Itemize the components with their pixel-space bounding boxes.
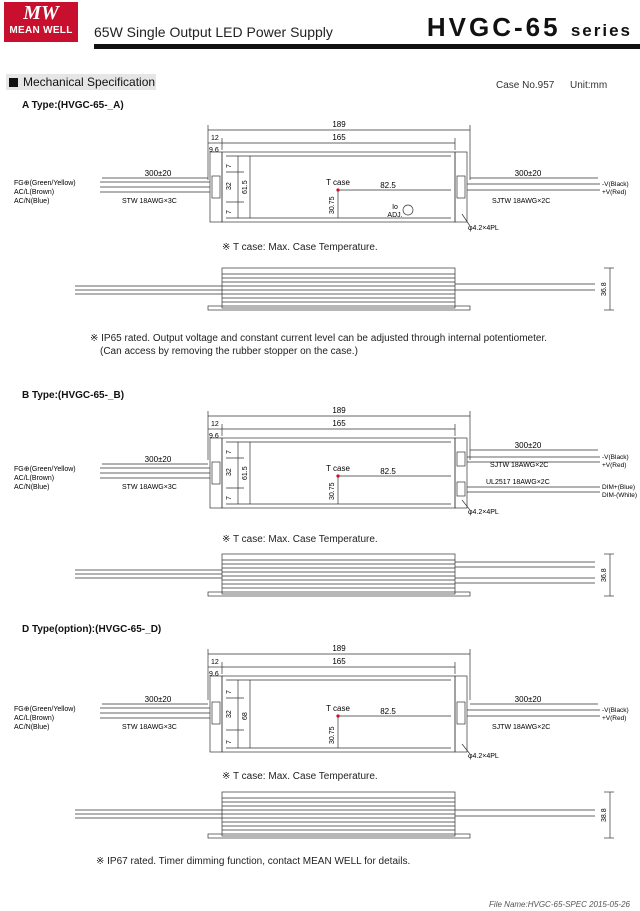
dim-7-b: 7 <box>226 210 233 214</box>
logo-symbol: MW <box>23 2 59 24</box>
type-b-top-view <box>0 400 640 530</box>
type-d-side-view <box>0 786 640 846</box>
dim-height: 61.5 <box>242 180 249 194</box>
file-name: File Name:HVGC-65-SPEC 2015-05-26 <box>489 900 630 909</box>
dim-12: 12 <box>211 135 219 142</box>
hole-label: φ4.2×4PL <box>468 225 499 232</box>
left-length: 300±20 <box>144 695 172 704</box>
acl-wire-label: AC/L(Brown) <box>14 715 55 722</box>
right-length: 300±20 <box>514 169 542 178</box>
vpos-wire-label: +V(Red) <box>602 189 627 196</box>
type-d-tcase-note: ※ T case: Max. Case Temperature. <box>222 771 378 782</box>
header-rule <box>94 44 640 49</box>
dim-body: 165 <box>332 133 346 142</box>
section-heading <box>6 74 156 90</box>
io-label: Io <box>392 204 398 211</box>
left-length: 300±20 <box>144 455 172 464</box>
type-a-note-2: (Can access by removing the rubber stopper on the case.) <box>100 346 358 357</box>
type-b-label: B Type:(HVGC-65-_B) <box>22 390 125 401</box>
side-height: 36.8 <box>601 568 608 582</box>
left-cable-label: STW 18AWG×3C <box>122 724 177 731</box>
meanwell-logo <box>4 2 78 42</box>
dim-7-a: 7 <box>226 690 233 694</box>
hole-label: φ4.2×4PL <box>468 509 499 516</box>
left-length: 300±20 <box>144 169 172 178</box>
type-d-top-view <box>0 636 640 766</box>
dim-82-5: 82.5 <box>380 707 396 716</box>
logo-text: MEAN WELL <box>9 25 73 36</box>
right-cable-label: SJTW 18AWG×2C <box>492 724 551 731</box>
dim-12: 12 <box>211 659 219 666</box>
dim-height: 61.5 <box>242 466 249 480</box>
right-length: 300±20 <box>514 695 542 704</box>
right-cable-label: SJTW 18AWG×2C <box>490 462 549 469</box>
document-title: 65W Single Output LED Power Supply <box>94 24 333 40</box>
adj-label: ADJ. <box>387 212 403 219</box>
tcase-label: T case <box>326 704 350 713</box>
dim-9-6: 9.6 <box>209 147 219 154</box>
dim-82-5: 82.5 <box>380 467 396 476</box>
side-height: 38.8 <box>601 808 608 822</box>
dim-9-6: 9.6 <box>209 671 219 678</box>
dim-30-75: 30.75 <box>329 196 336 214</box>
dim-body: 165 <box>332 657 346 666</box>
dim-minus-wire-label: DIM-(White) <box>602 492 638 499</box>
type-a-note-1: ※ IP65 rated. Output voltage and constant current level can be adjusted through internal potentiometer. <box>90 333 548 344</box>
dim-32: 32 <box>226 710 233 718</box>
type-a-side-view <box>0 260 640 320</box>
dim-30-75: 30.75 <box>329 482 336 500</box>
vneg-wire-label: -V(Black) <box>602 454 629 461</box>
right-length: 300±20 <box>514 441 542 450</box>
vneg-wire-label: -V(Black) <box>602 181 629 188</box>
type-d-note-1: ※ IP67 rated. Timer dimming function, contact MEAN WELL for details. <box>96 856 411 867</box>
left-cable-label: STW 18AWG×3C <box>122 198 177 205</box>
fg-wire-label: FG⊕(Green/Yellow) <box>14 706 76 713</box>
dim-32: 32 <box>226 468 233 476</box>
dim-82-5: 82.5 <box>380 181 396 190</box>
type-d-label: D Type(option):(HVGC-65-_D) <box>22 624 162 635</box>
dim-plus-wire-label: DIM+(Blue) <box>602 484 636 491</box>
tcase-label: T case <box>326 464 350 473</box>
type-b-tcase-note: ※ T case: Max. Case Temperature. <box>222 534 378 545</box>
unit-label: Unit:mm <box>570 80 608 91</box>
dim-height: 68 <box>242 712 249 720</box>
section-title: Mechanical Specification <box>23 75 156 89</box>
dim-30-75: 30.75 <box>329 726 336 744</box>
hole-label: φ4.2×4PL <box>468 753 499 760</box>
acl-wire-label: AC/L(Brown) <box>14 189 55 196</box>
model-heading <box>427 12 632 43</box>
dim-7-a: 7 <box>226 164 233 168</box>
acn-wire-label: AC/N(Blue) <box>14 724 50 731</box>
type-b-side-view <box>0 548 640 604</box>
model-name: HVGC-65 <box>426 12 561 42</box>
acn-wire-label: AC/N(Blue) <box>14 198 50 205</box>
dim-7-b: 7 <box>226 740 233 744</box>
dim-total: 189 <box>332 406 346 415</box>
left-cable-label: STW 18AWG×3C <box>122 484 177 491</box>
side-height: 36.8 <box>601 282 608 296</box>
vneg-wire-label: -V(Black) <box>602 707 629 714</box>
dim-total: 189 <box>332 120 346 129</box>
acl-wire-label: AC/L(Brown) <box>14 475 55 482</box>
fg-wire-label: FG⊕(Green/Yellow) <box>14 466 76 473</box>
tcase-label: T case <box>326 178 350 187</box>
dim-body: 165 <box>332 419 346 428</box>
vpos-wire-label: +V(Red) <box>602 715 627 722</box>
right-cable-label: SJTW 18AWG×2C <box>492 198 551 205</box>
case-number: Case No.957 <box>496 80 555 91</box>
right-cable-2-label: UL2517 18AWG×2C <box>486 479 550 486</box>
series-label: series <box>570 21 632 40</box>
dim-32: 32 <box>226 182 233 190</box>
dim-7-a: 7 <box>226 450 233 454</box>
acn-wire-label: AC/N(Blue) <box>14 484 50 491</box>
dim-12: 12 <box>211 421 219 428</box>
type-a-top-view <box>0 110 640 240</box>
type-a-label: A Type:(HVGC-65-_A) <box>22 100 124 111</box>
type-a-tcase-note: ※ T case: Max. Case Temperature. <box>222 242 378 253</box>
section-bullet-icon <box>9 78 18 87</box>
dim-9-6: 9.6 <box>209 433 219 440</box>
vpos-wire-label: +V(Red) <box>602 462 627 469</box>
dim-total: 189 <box>332 644 346 653</box>
dim-7-b: 7 <box>226 496 233 500</box>
fg-wire-label: FG⊕(Green/Yellow) <box>14 180 76 187</box>
